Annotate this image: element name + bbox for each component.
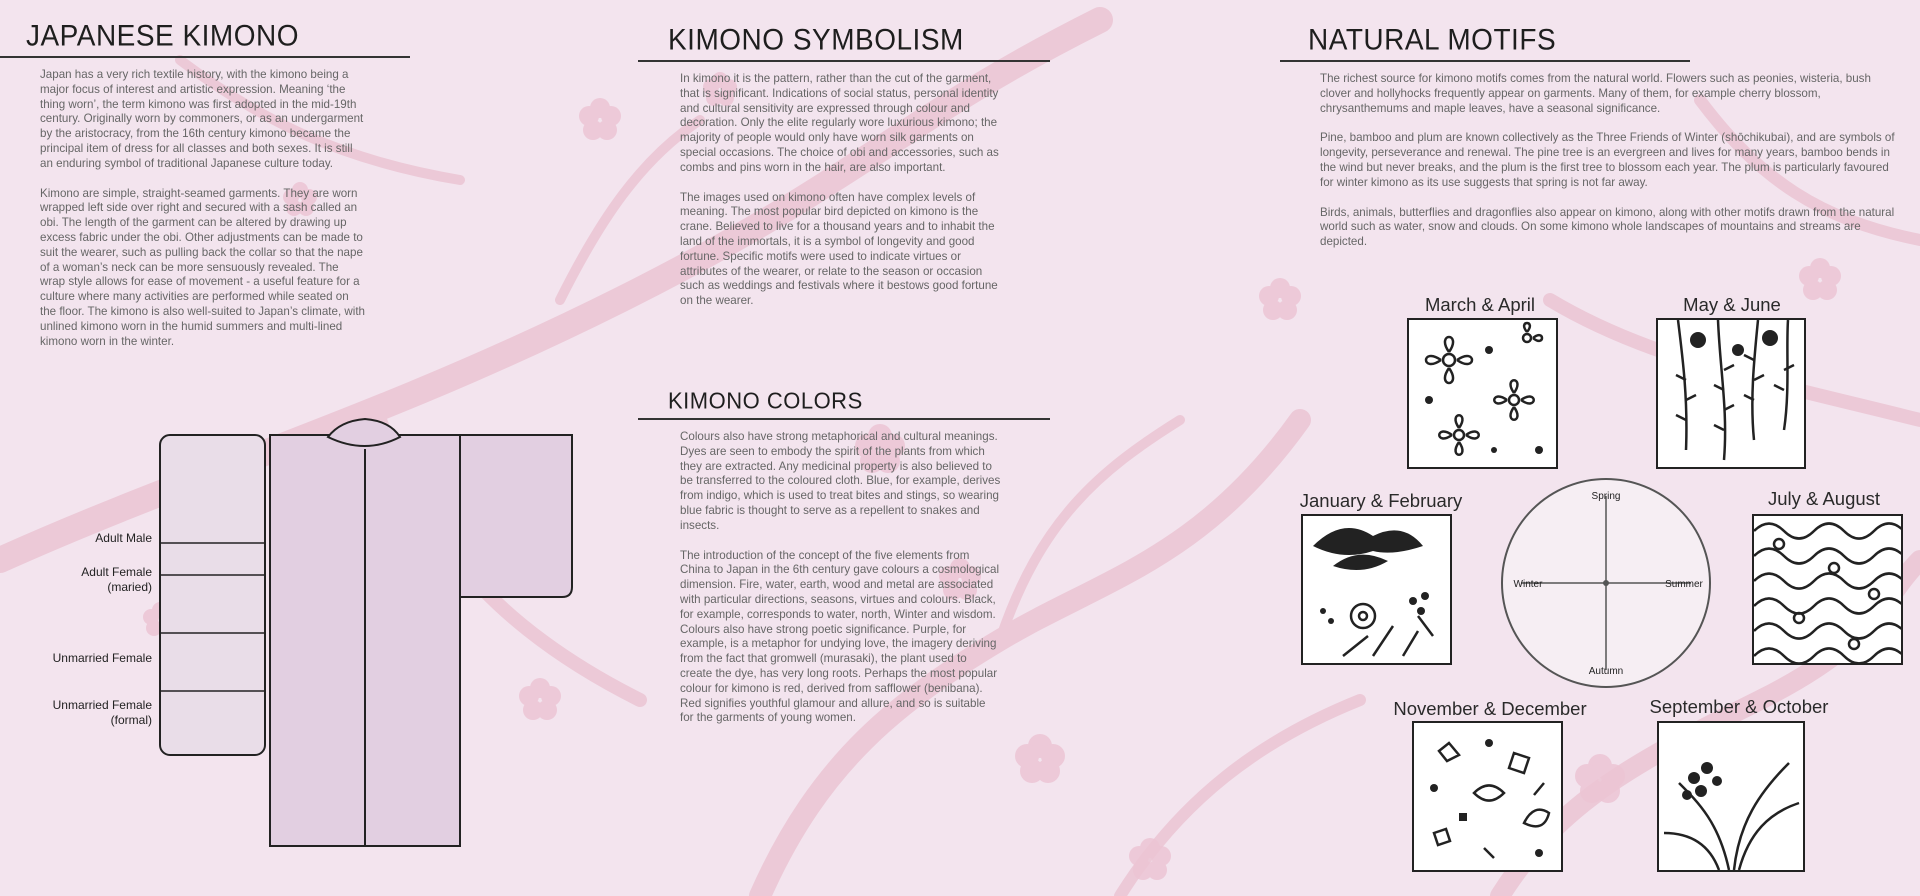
season-title-jul-aug: July & August (1767, 488, 1881, 509)
wheel-label-winter: Winter (1513, 579, 1543, 590)
kimono-colors-text (680, 430, 1002, 726)
heading-rule (1280, 60, 1690, 62)
natural-motifs-text (1320, 72, 1900, 250)
heading-rule (638, 418, 1050, 420)
paragraph: The images used on kimono often have complex levels of meaning. The most popular bird depicted on kimono is the crane. Believed to live for a thousand years and to inhabit the land of the immortals, it is a symbol of longevity and good fortune. Specific motifs were used to indicate virtues or attributes of the wearer, or relate to the season or occasion such as weddings and festivals where it bestows good fortune on the wearer. (680, 190, 998, 308)
paragraph: Japan has a very rich textile history, with the kimono being a major focus of interest and artistic expression. Meaning ‘the thing worn’, the term kimono was first adopted in the mid-19th century. Originally worn by commoners, or as an undergarment by the aristocracy, from the 16th century kimono became the principal item of dress for all classes and both sexes. It is still an enduring symbol of traditional Japanese culture today. (40, 68, 364, 170)
paragraph: Birds, animals, butterflies and dragonflies also appear on kimono, along with other motifs drawn from the natural world such as water, snow and clouds. On some kimono whole landscapes of mountains and streams are depicted. (1320, 205, 1895, 249)
paragraph: In kimono it is the pattern, rather than the cut of the garment, that is significant. Indications of social status, personal identity and cultural sensitivity are expressed through colour and decoration. Only the elite regularly wore luxurious kimono; the majority of people would only have worn silk garments on special occasions. The choice of obi and accessories, such as combs and pins worn in the hair, are also important. (680, 72, 999, 174)
season-title-may-jun: May & June (1683, 294, 1781, 315)
kimono-symbolism-section (638, 23, 1050, 324)
season-title-jan-feb: January & February (1299, 490, 1463, 511)
japanese-kimono-text (40, 68, 365, 349)
paragraph: Colours also have strong metaphorical and cultural meanings. Dyes are seen to embody the spirit of the plants from which they are extracted. Any medicinal property is also believed to be transferred to the coloured cloth. Blue, for example, derives from indigo, which is used to treat bites and stings, so wearing blue fabric is thought to serve as a repellent to snakes and insects. (680, 430, 1001, 532)
label-adult-male: Adult Male (95, 531, 152, 545)
season-title-sep-oct: September & October (1649, 696, 1829, 717)
season-wheel (1496, 478, 1716, 688)
motif-nov-dec (1412, 721, 1563, 872)
label-adult-female: Adult Female (maried) (81, 565, 152, 594)
heading-rule (638, 60, 1050, 62)
heading-rule (0, 56, 410, 58)
kimono-symbolism-text (680, 72, 1002, 309)
paragraph: Pine, bamboo and plum are known collectively as the Three Friends of Winter (shōchikubai), and are symbols of longevity, perseverance and renewal. The pine tree is an evergreen and lives for many years, bamboo bends in the wind but never breaks, and the plum is the first tree to blossom each year. The plum is particularly favoured for winter kimono as its use suggests that spring is not far away. (1320, 131, 1895, 189)
paragraph: The richest source for kimono motifs comes from the natural world. Flowers such as peonies, wisteria, bush clover and hollyhocks frequently appear on garments. Many of them, for example cherry blossom, chrysanthemums and maple leaves, have a seasonal significance. (1320, 72, 1871, 115)
japanese-kimono-section (0, 19, 410, 364)
kimono-symbolism-heading: KIMONO SYMBOLISM (668, 23, 964, 56)
wheel-label-summer: Summer (1665, 579, 1703, 590)
kimono-colors-heading: KIMONO COLORS (668, 387, 863, 414)
label-unmarried-female-formal: Unmarried Female (formal) (52, 698, 152, 727)
natural-motifs-section (1280, 23, 1895, 265)
label-unmarried-female: Unmarried Female (52, 651, 152, 665)
paragraph: The introduction of the concept of the five elements from China to Japan in the 6th century gave colours a cosmological dimension. Fire, water, earth, wood and metal are associated with particular directions, seasons, virtues and colours. Black, for example, corresponds to water, north, Winter and wisdom. Colours also have strong poetic significance. Purple, for example, is a metaphor for undying love, the imagery deriving from the fact that gromwell (murasaki), the plant used to create the dye, has very long roots. Perhaps the most popular colour for kimono is red, derived from safflower (benibana). Red signifies youthful glamour and allure, and so is suitable for the garments of young women. (680, 548, 1000, 725)
paragraph: Kimono are simple, straight-seamed garments. They are worn wrapped left side over right and secured with a sash called an obi. The length of the garment can be altered by drawing up excess fabric under the obi. Other adjustments can be made to suit the wearer, such as pulling back the collar so that the nape of a woman’s neck can be more sensuously revealed. The wrap style allows for ease of movement - a useful feature for a culture where many activities are performed while seated on the floor. The kimono is also well-suited to Japan’s climate, with unlined kimono worn in the humid summers and multi-lined kimono worn in the winter. (40, 186, 365, 348)
kimono-colors-section (638, 387, 1050, 741)
wheel-label-autumn: Autumn (1588, 666, 1624, 677)
motif-sep-oct (1657, 721, 1805, 872)
motif-jan-feb (1301, 514, 1452, 665)
motif-mar-apr (1407, 318, 1558, 469)
kimono-diagram (150, 415, 575, 850)
natural-motifs-heading: NATURAL MOTIFS (1308, 23, 1557, 56)
motif-may-jun (1656, 318, 1806, 469)
motif-jul-aug (1752, 514, 1903, 665)
wheel-label-spring: Spring (1591, 491, 1621, 502)
season-title-mar-apr: March & April (1424, 294, 1535, 315)
season-title-nov-dec: November & December (1393, 698, 1587, 719)
japanese-kimono-heading: JAPANESE KIMONO (26, 19, 300, 52)
